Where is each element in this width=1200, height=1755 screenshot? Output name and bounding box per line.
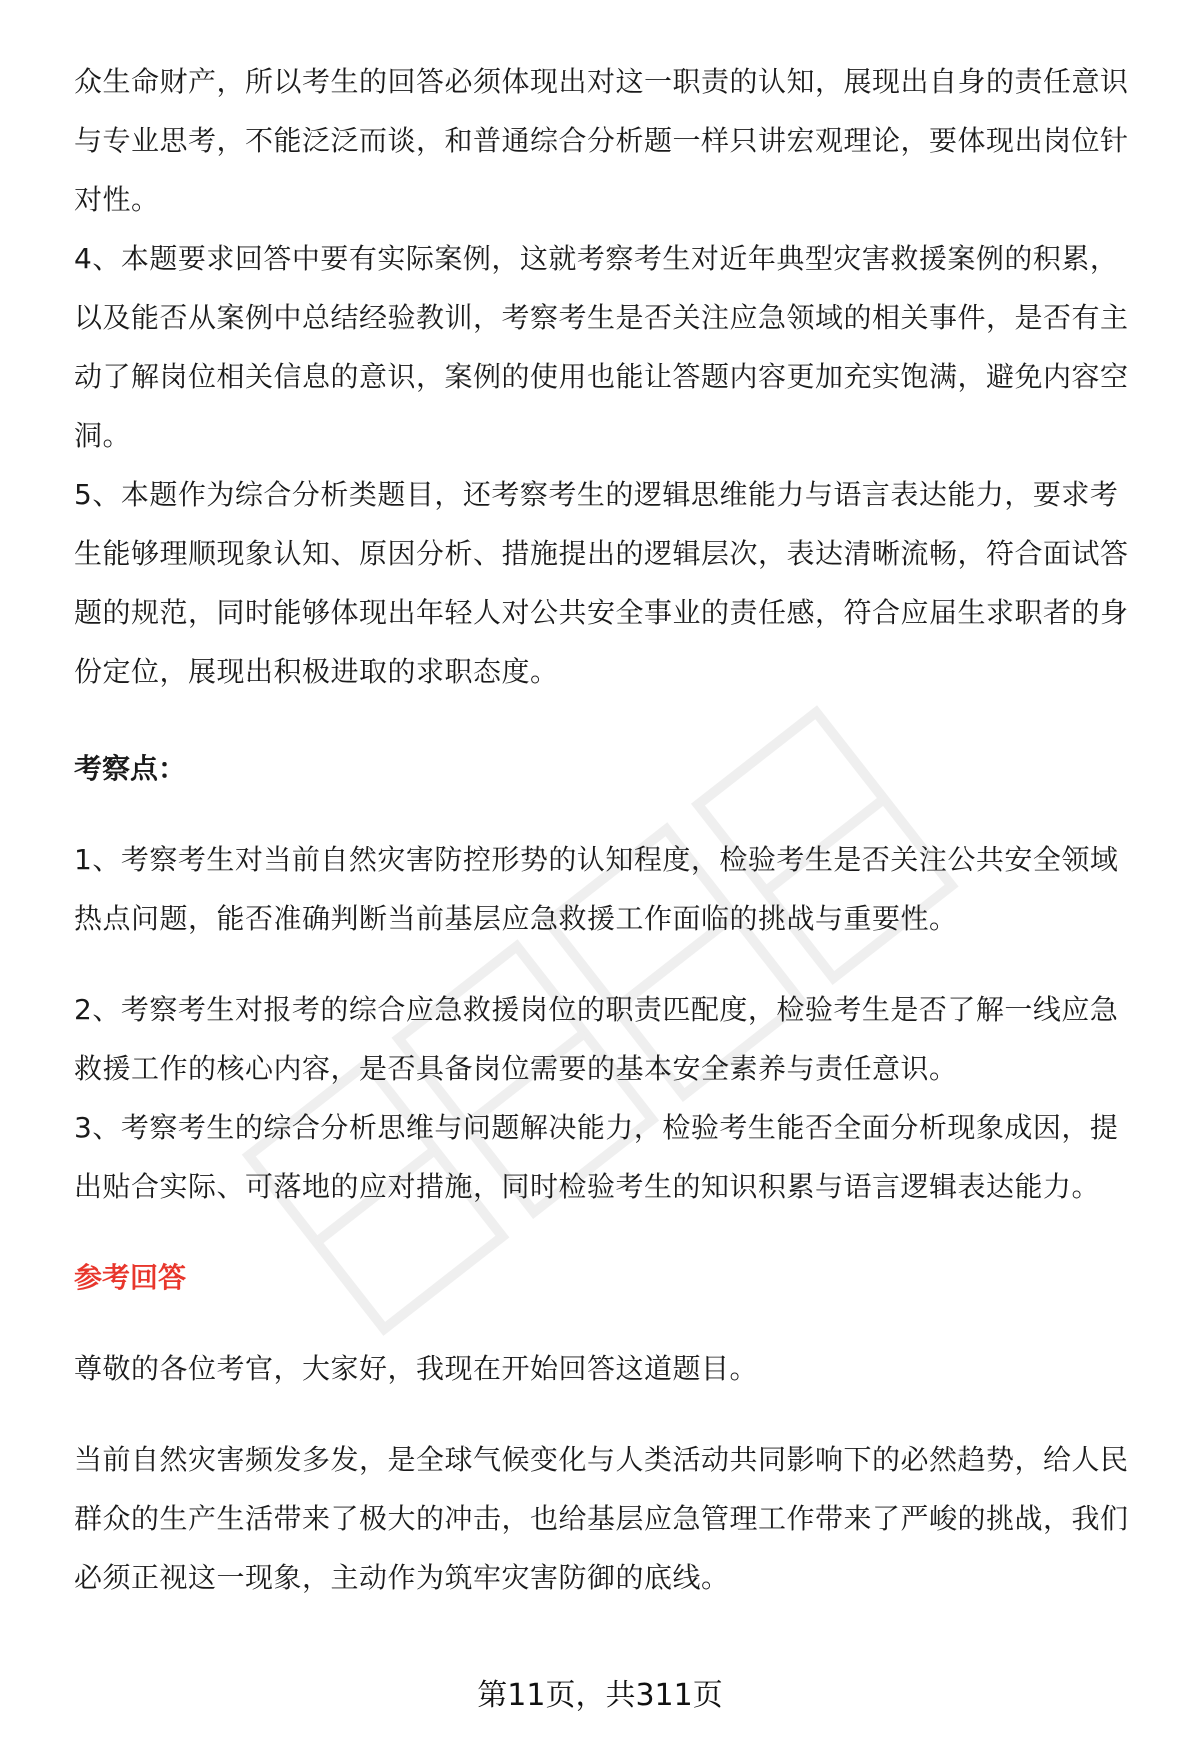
document-body [74, 52, 1144, 1607]
answer-greeting: 尊敬的各位考官，大家好，我现在开始回答这道题目。 [74, 1352, 759, 1385]
spacer [74, 798, 1144, 830]
spacer [74, 1398, 1144, 1430]
exam-point-3: 3、考察考生的综合分析思维与问题解决能力，检验考生能否全面分析现象成因，提出贴合实际、可落地的应对措施，同时检验考生的知识积累与语言逻辑表达能力。 [74, 1111, 1119, 1203]
page-number: 第11页，共311页 [477, 1678, 723, 1713]
exam-point-1: 1、考察考生对当前自然灾害防控形势的认知程度，检验考生是否关注公共安全领域热点问题，能否准确判断当前基层应急救援工作面临的挑战与重要性。 [74, 843, 1119, 935]
spacer [74, 1216, 1144, 1248]
exam-points-heading: 考察点： [74, 752, 187, 785]
spacer [74, 1307, 1144, 1339]
answer-paragraph: 当前自然灾害频发多发，是全球气候变化与人类活动共同影响下的必然趋势，给人民群众的生产生活带来了极大的冲击，也给基层应急管理工作带来了严峻的挑战，我们必须正视这一现象，主动作为筑牢灾害防御的底线。 [74, 1443, 1129, 1594]
paragraph-point-4: 4、本题要求回答中要有实际案例，这就考察考生对近年典型灾害救援案例的积累，以及能否从案例中总结经验教训，考察考生是否关注应急领域的相关事件，是否有主动了解岗位相关信息的意识，案例的使用也能让答题内容更加充实饱满，避免内容空洞。 [74, 242, 1129, 452]
paragraph-point-5: 5、本题作为综合分析类题目，还考察考生的逻辑思维能力与语言表达能力，要求考生能够理顺现象认知、原因分析、措施提出的逻辑层次，表达清晰流畅，符合面试答题的规范，同时能够体现出年轻人对公共安全事业的责任感，符合应届生求职者的身份定位，展现出积极进取的求职态度。 [74, 478, 1129, 688]
exam-point-2: 2、考察考生对报考的综合应急救援岗位的职责匹配度，检验考生是否了解一线应急救援工作的核心内容，是否具备岗位需要的基本安全素养与责任意识。 [74, 993, 1119, 1085]
reference-answer-heading: 参考回答 [74, 1261, 187, 1294]
paragraph-continued: 众生命财产，所以考生的回答必须体现出对这一职责的认知，展现出自身的责任意识与专业思考，不能泛泛而谈，和普通综合分析题一样只讲宏观理论，要体现出岗位针对性。 [74, 65, 1129, 216]
spacer [74, 701, 1144, 739]
spacer [74, 948, 1144, 980]
